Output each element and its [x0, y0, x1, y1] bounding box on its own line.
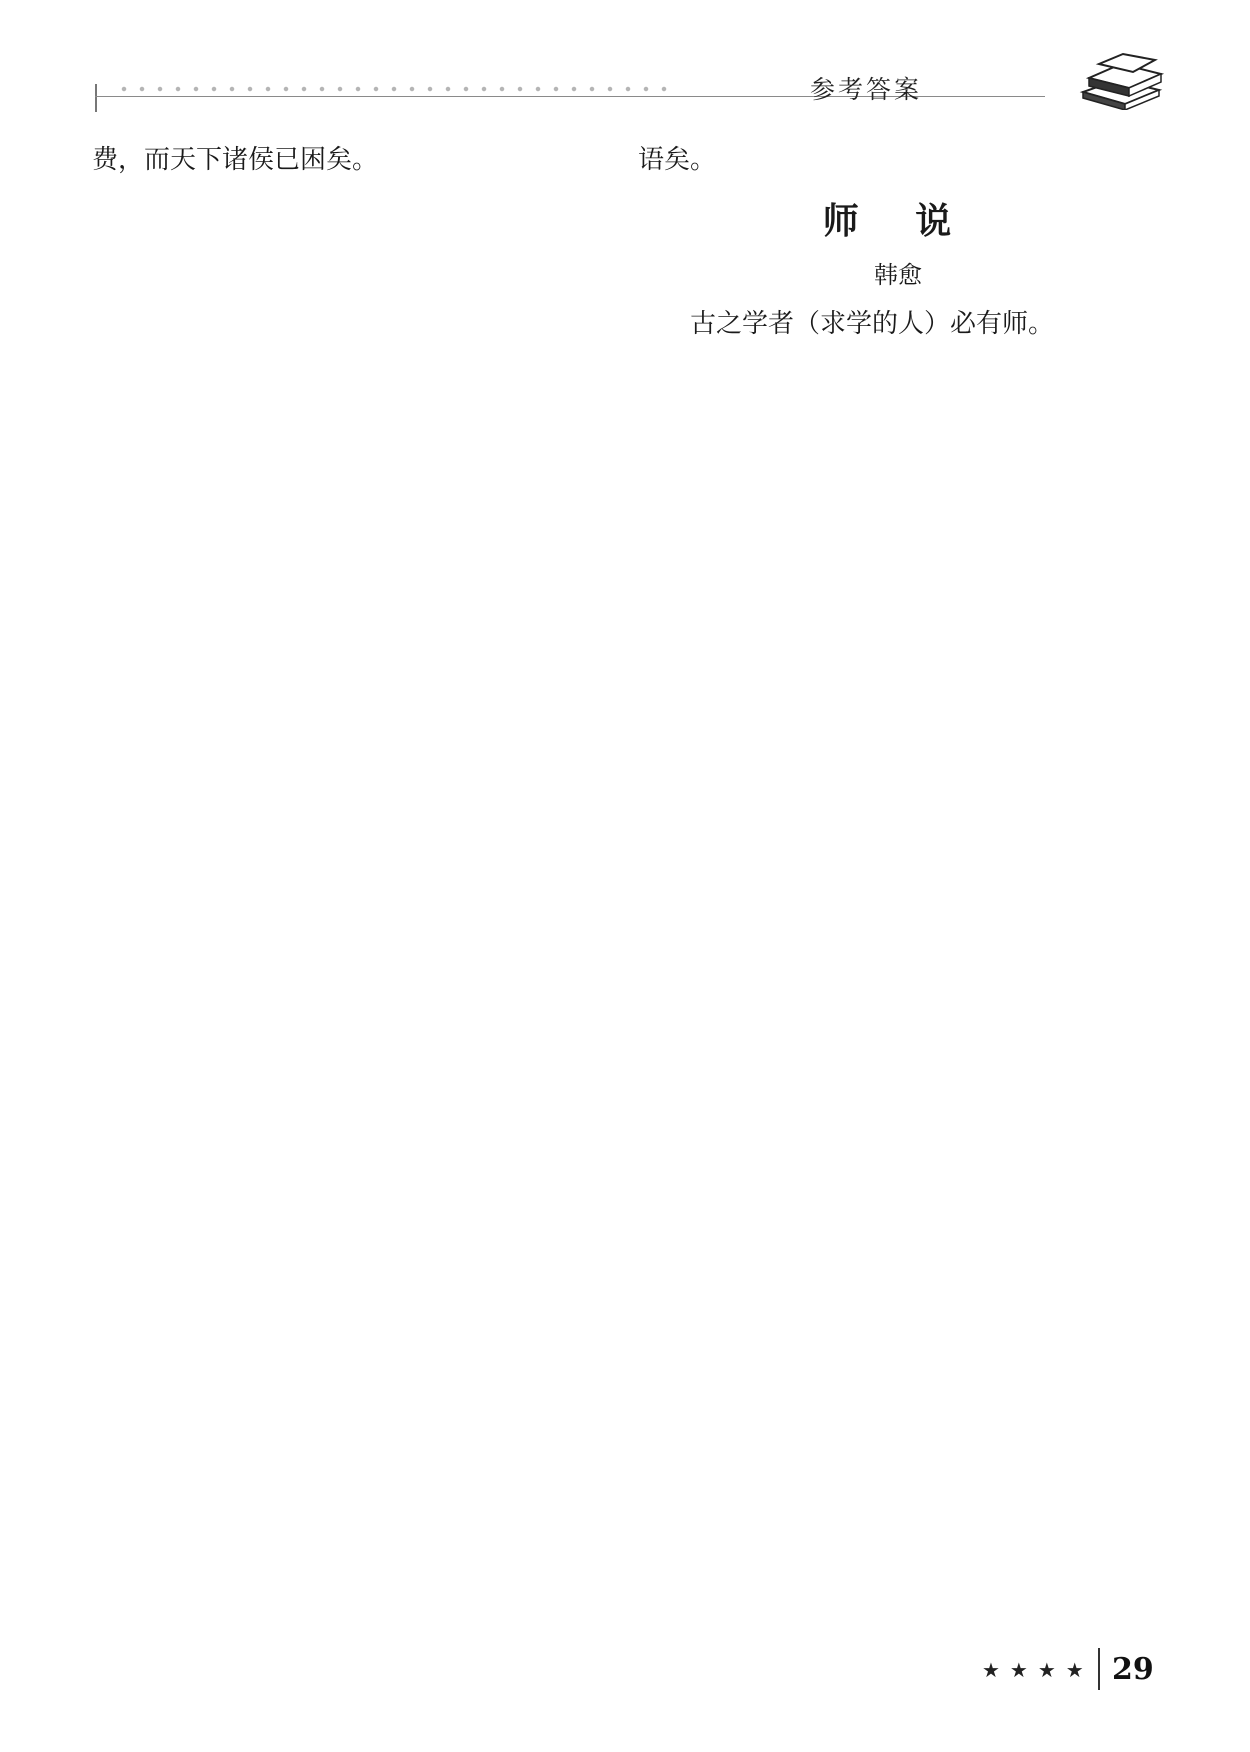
- books-icon: [1075, 52, 1165, 110]
- page-number: 29: [1112, 1652, 1154, 1687]
- right-column: [638, 138, 1158, 346]
- rating-stars: ★★★★: [982, 1658, 1094, 1682]
- section-title: 师 说: [822, 199, 974, 242]
- author: 韩愈: [874, 261, 922, 289]
- left-column: [92, 138, 612, 183]
- footer-separator: [1098, 1648, 1100, 1690]
- right-paragraph-1: 语矣。: [638, 145, 717, 175]
- header-dotted-band: [115, 84, 675, 94]
- header-label: 参考答案: [810, 75, 923, 104]
- left-paragraph-1: 费，而天下诸侯已困矣。: [92, 145, 379, 175]
- header-tick: [95, 84, 97, 112]
- right-paragraph-2: 古之学者（求学的人）必有师。: [690, 308, 1055, 339]
